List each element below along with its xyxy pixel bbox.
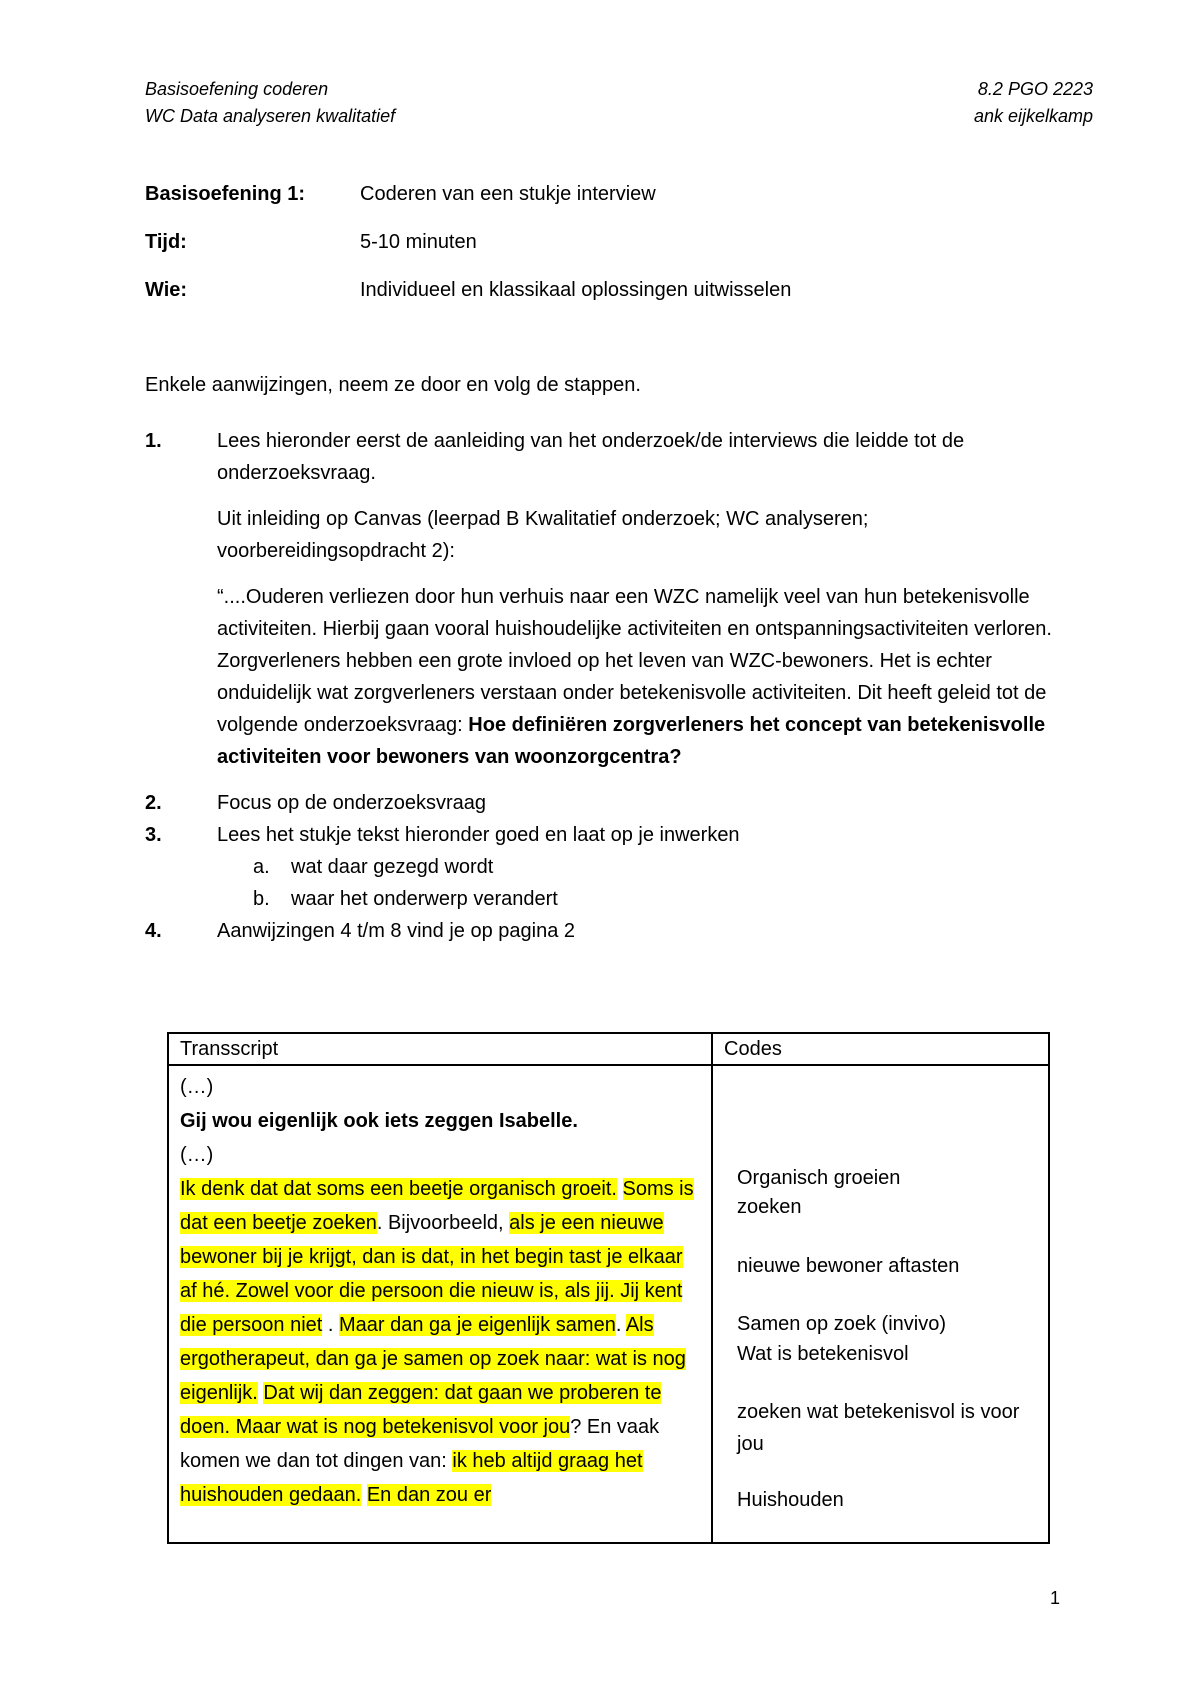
transcript-cell (168, 1065, 712, 1543)
code-item: Huishouden (737, 1489, 844, 1511)
code-item: zoeken wat betekenisvol is voor jou (737, 1401, 1020, 1455)
step-text: Lees hieronder eerst de aanleiding van het onderzoek/de interviews die leidde tot de onderzoeksvraag. (217, 430, 965, 484)
header-course: 8.2 PGO 2223 (977, 79, 1093, 99)
page-number: 1 (1049, 1588, 1060, 1608)
substep-text: wat daar gezegd wordt (291, 856, 494, 878)
transcript-ellipsis: (…) (180, 1144, 214, 1166)
exercise-meta (145, 183, 791, 327)
header-author: ank eijkelkamp (973, 106, 1093, 126)
meta-label: Basisoefening 1: (145, 183, 306, 205)
interviewer-question: Gij wou eigenlijk ook iets zeggen Isabelle. (180, 1110, 578, 1132)
source-reference: Uit inleiding op Canvas (leerpad B Kwalitatief onderzoek; WC analyseren; voorbereidingsopdracht 2): (217, 508, 869, 562)
meta-row-time (145, 231, 791, 279)
column-header-transcript: Transscript (168, 1033, 712, 1065)
code-item: zoeken (737, 1196, 802, 1218)
step-1 (145, 425, 1075, 489)
step-number: 1. (145, 430, 162, 452)
codes-cell (712, 1065, 1049, 1543)
column-header-codes: Codes (712, 1033, 1049, 1065)
background-quote (217, 581, 1075, 773)
plain-fragment: ? En vaak komen we dan tot dingen van: (180, 1416, 660, 1472)
meta-row-exercise (145, 183, 791, 231)
highlighted-fragment: Soms is dat een beetje zoeken (180, 1178, 694, 1234)
highlighted-fragment: Als ergotherapeut, dan ga je samen op zoek naar: wat is nog eigenlijk. (180, 1314, 686, 1404)
meta-label: Wie: (145, 279, 188, 301)
step-number: 3. (145, 824, 162, 846)
step-number: 4. (145, 920, 162, 942)
quote-text: “....Ouderen verliezen door hun verhuis naar een WZC namelijk veel van hun betekenisvolle activiteiten. Hierbij gaan vooral huishoudelijke activiteiten en ontspanningsactiviteiten verloren. Zorgverleners hebben een grote invloed op het leven van WZC-bewoners. Het is echter onduidelijk wat zorgverleners verstaan onder betekenisvolle activiteiten. Dit heeft geleid tot de volgende onderzoeksvraag: (217, 586, 1052, 736)
codes-list (725, 1066, 1036, 1542)
transcript-answer (180, 1172, 700, 1512)
table-row (168, 1065, 1049, 1543)
substep-letter: a. (253, 856, 270, 878)
substep-text: waar het onderwerp verandert (291, 888, 558, 910)
step-text: Focus op de onderzoeksvraag (217, 792, 487, 814)
step-number: 2. (145, 792, 162, 814)
highlighted-fragment: Ik denk dat dat soms een beetje organisch groeit. (180, 1178, 617, 1200)
code-item: nieuwe bewoner aftasten (737, 1255, 960, 1277)
plain-fragment (361, 1484, 367, 1506)
highlighted-fragment: Dat wij dan zeggen: dat gaan we proberen te doen. Maar wat is nog betekenisvol voor jou (180, 1382, 662, 1438)
meta-label: Tijd: (145, 231, 187, 253)
header-subtitle: WC Data analyseren kwalitatief (145, 106, 396, 126)
highlighted-fragment: Maar dan ga je eigenlijk samen (339, 1314, 616, 1336)
header-right (974, 76, 1093, 130)
research-question: Hoe definiëren zorgverleners het concept van betekenisvolle activiteiten voor bewoners van woonzorgcentra? (217, 714, 1046, 768)
substep-b (253, 883, 1075, 915)
step-3 (145, 819, 1075, 851)
step-text: Lees het stukje tekst hieronder goed en laat op je inwerken (217, 824, 740, 846)
code-item: Organisch groeien (737, 1167, 901, 1189)
meta-value: Coderen van een stukje interview (360, 183, 656, 205)
plain-fragment: . (322, 1314, 339, 1336)
plain-fragment: . (615, 1314, 626, 1336)
substep-letter: b. (253, 888, 270, 910)
transcript-ellipsis: (…) (180, 1076, 214, 1098)
meta-value: Individueel en klassikaal oplossingen uitwisselen (360, 279, 792, 301)
highlighted-fragment: En dan zou er (366, 1484, 492, 1506)
coding-table (167, 1032, 1050, 1544)
intro-text: Enkele aanwijzingen, neem ze door en volg de stappen. (145, 374, 641, 396)
code-item: Wat is betekenisvol (737, 1343, 909, 1365)
plain-fragment: . Bijvoorbeeld, (376, 1212, 510, 1234)
highlighted-fragment: ik heb altijd graag het huishouden gedaan. (180, 1450, 643, 1506)
table-header-row (168, 1033, 1049, 1065)
meta-row-who (145, 279, 791, 327)
highlighted-fragment: als je een nieuwe bewoner bij je krijgt, dan is dat, in het begin tast je elkaar af hé. Zowel voor die persoon die nieuw is, als jij. Jij kent die persoon niet (180, 1212, 683, 1336)
header-title: Basisoefening coderen (145, 79, 329, 99)
substep-a (253, 851, 1075, 883)
code-item: Samen op zoek (invivo) (737, 1313, 946, 1335)
instruction-list (145, 425, 1075, 947)
header-left (145, 76, 395, 130)
step-text: Aanwijzingen 4 t/m 8 vind je op pagina 2 (217, 920, 576, 942)
step-4 (145, 915, 1075, 947)
step-2 (145, 787, 1075, 819)
meta-value: 5-10 minuten (360, 231, 477, 253)
